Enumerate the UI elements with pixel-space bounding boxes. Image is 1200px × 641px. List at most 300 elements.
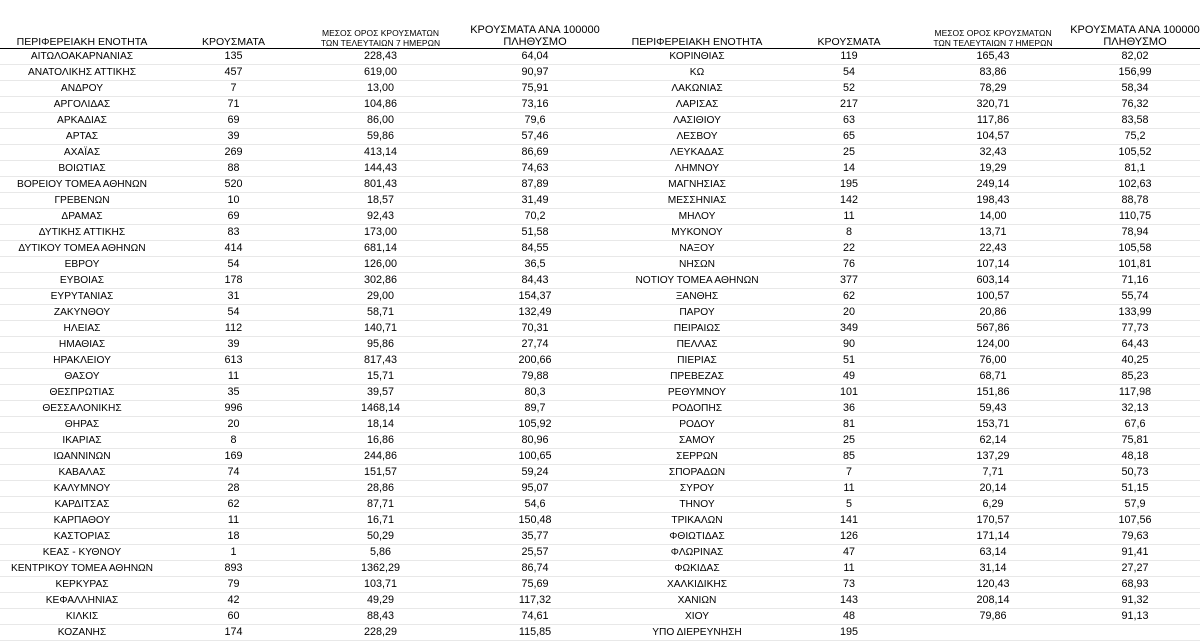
table-row (612, 448, 1200, 464)
cell-7day-average: 681,14 (303, 240, 458, 256)
cell-7day-average: 16,71 (303, 512, 458, 528)
cell-region: ΦΘΙΩΤΙΔΑΣ (612, 528, 782, 544)
cell-cases-per-100k: 89,7 (458, 400, 612, 416)
table-row (612, 544, 1200, 560)
cell-region: ΖΑΚΥΝΘΟΥ (0, 304, 164, 320)
cell-7day-average: 13,71 (916, 224, 1070, 240)
cases-table-left (0, 22, 612, 641)
cell-region: ΔΡΑΜΑΣ (0, 208, 164, 224)
cell-7day-average: 413,14 (303, 144, 458, 160)
table-row (0, 336, 612, 352)
cell-region: ΚΟΡΙΝΘΙΑΣ (612, 48, 782, 64)
cell-cases: 42 (164, 592, 303, 608)
table-row (612, 576, 1200, 592)
table-row (612, 224, 1200, 240)
cell-region: ΛΑΡΙΣΑΣ (612, 96, 782, 112)
table-row (0, 80, 612, 96)
cell-region: ΝΟΤΙΟΥ ΤΟΜΕΑ ΑΘΗΝΩΝ (612, 272, 782, 288)
table-row (612, 416, 1200, 432)
cell-cases: 73 (782, 576, 916, 592)
cell-cases: 47 (782, 544, 916, 560)
cell-region: ΛΑΣΙΘΙΟΥ (612, 112, 782, 128)
table-row (0, 608, 612, 624)
cell-cases-per-100k: 48,18 (1070, 448, 1200, 464)
table-row (0, 480, 612, 496)
cell-region: ΚΕΡΚΥΡΑΣ (0, 576, 164, 592)
cell-cases-per-100k: 110,75 (1070, 208, 1200, 224)
cell-7day-average: 28,86 (303, 480, 458, 496)
table-row (612, 112, 1200, 128)
table-row (612, 160, 1200, 176)
cell-region: ΚΑΛΥΜΝΟΥ (0, 480, 164, 496)
cell-cases-per-100k: 51,58 (458, 224, 612, 240)
cell-cases: 22 (782, 240, 916, 256)
cell-7day-average: 817,43 (303, 352, 458, 368)
table-row (0, 448, 612, 464)
cell-cases-per-100k: 156,99 (1070, 64, 1200, 80)
cell-region: ΑΙΤΩΛΟΑΚΑΡΝΑΝΙΑΣ (0, 48, 164, 64)
cell-7day-average: 20,14 (916, 480, 1070, 496)
cell-cases: 5 (782, 496, 916, 512)
cell-region: ΜΕΣΣΗΝΙΑΣ (612, 192, 782, 208)
cell-7day-average: 144,43 (303, 160, 458, 176)
cell-7day-average: 117,86 (916, 112, 1070, 128)
cell-7day-average: 198,43 (916, 192, 1070, 208)
cell-cases-per-100k: 91,13 (1070, 608, 1200, 624)
table-row (612, 288, 1200, 304)
cell-cases-per-100k: 70,31 (458, 320, 612, 336)
cell-cases-per-100k: 87,89 (458, 176, 612, 192)
cell-region: ΦΛΩΡΙΝΑΣ (612, 544, 782, 560)
cell-cases: 269 (164, 144, 303, 160)
cell-cases-per-100k: 80,3 (458, 384, 612, 400)
cell-7day-average: 16,86 (303, 432, 458, 448)
cell-region: ΑΡΚΑΔΙΑΣ (0, 112, 164, 128)
cell-cases-per-100k: 64,04 (458, 48, 612, 64)
cell-cases-per-100k: 77,73 (1070, 320, 1200, 336)
cell-cases: 169 (164, 448, 303, 464)
cell-7day-average: 87,71 (303, 496, 458, 512)
cell-cases: 65 (782, 128, 916, 144)
table-row (0, 208, 612, 224)
cell-region: ΗΡΑΚΛΕΙΟΥ (0, 352, 164, 368)
cell-cases-per-100k: 75,69 (458, 576, 612, 592)
table-row (612, 256, 1200, 272)
cell-cases: 11 (782, 480, 916, 496)
cell-region: ΜΑΓΝΗΣΙΑΣ (612, 176, 782, 192)
cell-cases: 52 (782, 80, 916, 96)
cell-cases: 39 (164, 128, 303, 144)
cell-cases: 54 (782, 64, 916, 80)
cell-region: ΚΑΡΠΑΘΟΥ (0, 512, 164, 528)
cell-cases-per-100k: 105,52 (1070, 144, 1200, 160)
table-row (0, 288, 612, 304)
cell-region: ΙΚΑΡΙΑΣ (0, 432, 164, 448)
cell-cases-per-100k: 25,57 (458, 544, 612, 560)
cell-cases: 20 (164, 416, 303, 432)
cell-cases: 195 (782, 624, 916, 640)
cell-cases: 195 (782, 176, 916, 192)
table-row (612, 352, 1200, 368)
cell-cases: 14 (782, 160, 916, 176)
cell-region: ΓΡΕΒΕΝΩΝ (0, 192, 164, 208)
cell-region: ΦΩΚΙΔΑΣ (612, 560, 782, 576)
cell-region: ΘΕΣΠΡΩΤΙΑΣ (0, 384, 164, 400)
cell-7day-average: 15,71 (303, 368, 458, 384)
cell-cases: 90 (782, 336, 916, 352)
cell-cases-per-100k: 27,27 (1070, 560, 1200, 576)
cell-cases: 36 (782, 400, 916, 416)
table-row (0, 512, 612, 528)
cell-7day-average: 120,43 (916, 576, 1070, 592)
cell-region: ΑΝΑΤΟΛΙΚΗΣ ΑΤΤΙΚΗΣ (0, 64, 164, 80)
cell-7day-average: 171,14 (916, 528, 1070, 544)
cell-cases: 457 (164, 64, 303, 80)
cell-cases-per-100k: 75,81 (1070, 432, 1200, 448)
cell-cases: 18 (164, 528, 303, 544)
cell-region: ΤΡΙΚΑΛΩΝ (612, 512, 782, 528)
cell-cases: 142 (782, 192, 916, 208)
cell-cases: 217 (782, 96, 916, 112)
header-per-line1: ΚΡΟΥΣΜΑΤΑ ΑΝΑ 100000 (470, 23, 600, 36)
header-region: ΠΕΡΙΦΕΡΕΙΑΚΗ ΕΝΟΤΗΤΑ (0, 22, 164, 48)
cell-region: ΚΕΦΑΛΛΗΝΙΑΣ (0, 592, 164, 608)
cell-cases-per-100k: 85,23 (1070, 368, 1200, 384)
cell-cases: 69 (164, 112, 303, 128)
cell-cases-per-100k: 83,58 (1070, 112, 1200, 128)
cell-region: ΕΒΡΟΥ (0, 256, 164, 272)
cell-cases: 414 (164, 240, 303, 256)
cell-cases: 31 (164, 288, 303, 304)
cell-region: ΙΩΑΝΝΙΝΩΝ (0, 448, 164, 464)
cell-cases: 101 (782, 384, 916, 400)
cell-cases-per-100k: 105,92 (458, 416, 612, 432)
cell-7day-average: 79,86 (916, 608, 1070, 624)
cases-table-right (612, 22, 1200, 641)
cell-cases-per-100k: 68,93 (1070, 576, 1200, 592)
cell-cases: 178 (164, 272, 303, 288)
cell-cases: 60 (164, 608, 303, 624)
cell-cases-per-100k: 86,74 (458, 560, 612, 576)
cell-7day-average: 302,86 (303, 272, 458, 288)
table-row (0, 128, 612, 144)
cell-region: ΚΕΝΤΡΙΚΟΥ ΤΟΜΕΑ ΑΘΗΝΩΝ (0, 560, 164, 576)
cell-region: ΧΑΝΙΩΝ (612, 592, 782, 608)
cell-cases-per-100k: 57,46 (458, 128, 612, 144)
cell-7day-average: 140,71 (303, 320, 458, 336)
table-row (612, 400, 1200, 416)
table-row (0, 192, 612, 208)
table-row (612, 272, 1200, 288)
cell-region: ΠΡΕΒΕΖΑΣ (612, 368, 782, 384)
cell-cases: 25 (782, 432, 916, 448)
cell-cases-per-100k: 76,32 (1070, 96, 1200, 112)
table-row (0, 432, 612, 448)
table-row (612, 608, 1200, 624)
table-row (0, 112, 612, 128)
table-row (0, 144, 612, 160)
table-row (0, 272, 612, 288)
cell-region: ΛΑΚΩΝΙΑΣ (612, 80, 782, 96)
table-row (0, 400, 612, 416)
cell-cases-per-100k: 67,6 (1070, 416, 1200, 432)
cell-cases-per-100k: 59,24 (458, 464, 612, 480)
cell-cases-per-100k: 32,13 (1070, 400, 1200, 416)
table-row (612, 80, 1200, 96)
cell-cases-per-100k: 84,43 (458, 272, 612, 288)
cell-7day-average: 58,71 (303, 304, 458, 320)
cell-region: ΧΑΛΚΙΔΙΚΗΣ (612, 576, 782, 592)
cell-region: ΚΙΛΚΙΣ (0, 608, 164, 624)
cell-cases-per-100k: 100,65 (458, 448, 612, 464)
cell-7day-average: 1468,14 (303, 400, 458, 416)
cell-cases-per-100k: 91,32 (1070, 592, 1200, 608)
cell-7day-average: 31,14 (916, 560, 1070, 576)
cell-7day-average: 18,14 (303, 416, 458, 432)
table-row (0, 160, 612, 176)
table-row (0, 256, 612, 272)
cell-cases: 996 (164, 400, 303, 416)
cell-7day-average: 95,86 (303, 336, 458, 352)
table-row (0, 368, 612, 384)
cell-cases: 7 (164, 80, 303, 96)
cell-cases: 20 (782, 304, 916, 320)
header-per-line2: ΠΛΗΘΥΣΜΟ (1103, 35, 1167, 48)
cell-region: ΗΛΕΙΑΣ (0, 320, 164, 336)
cell-cases-per-100k: 88,78 (1070, 192, 1200, 208)
cell-cases-per-100k: 50,73 (1070, 464, 1200, 480)
cell-7day-average: 88,43 (303, 608, 458, 624)
cell-7day-average: 103,71 (303, 576, 458, 592)
cell-cases-per-100k: 75,2 (1070, 128, 1200, 144)
cell-cases-per-100k: 40,25 (1070, 352, 1200, 368)
cell-7day-average: 86,00 (303, 112, 458, 128)
cell-cases-per-100k: 54,6 (458, 496, 612, 512)
cell-cases-per-100k: 74,63 (458, 160, 612, 176)
cell-region: ΛΕΥΚΑΔΑΣ (612, 144, 782, 160)
cell-region: ΤΗΝΟΥ (612, 496, 782, 512)
cell-cases-per-100k: 154,37 (458, 288, 612, 304)
header-avg-line1: ΜΕΣΟΣ ΟΡΟΣ ΚΡΟΥΣΜΑΤΩΝ (934, 27, 1052, 38)
cell-cases-per-100k: 27,74 (458, 336, 612, 352)
cell-cases-per-100k: 36,5 (458, 256, 612, 272)
table-row (612, 48, 1200, 64)
cell-7day-average: 32,43 (916, 144, 1070, 160)
cell-7day-average: 19,29 (916, 160, 1070, 176)
cell-7day-average: 63,14 (916, 544, 1070, 560)
cell-cases: 126 (782, 528, 916, 544)
cell-cases-per-100k: 95,07 (458, 480, 612, 496)
table-body-left (0, 48, 612, 640)
cell-7day-average: 22,43 (916, 240, 1070, 256)
cell-7day-average: 320,71 (916, 96, 1070, 112)
cell-region: ΜΥΚΟΝΟΥ (612, 224, 782, 240)
table-row (0, 416, 612, 432)
cell-7day-average: 153,71 (916, 416, 1070, 432)
cell-cases-per-100k: 86,69 (458, 144, 612, 160)
table-row (0, 592, 612, 608)
table-row (0, 96, 612, 112)
cell-region: ΕΥΡΥΤΑΝΙΑΣ (0, 288, 164, 304)
table-row (0, 528, 612, 544)
header-avg-line2: ΤΩΝ ΤΕΛΕΥΤΑΙΩΝ 7 ΗΜΕΡΩΝ (933, 37, 1053, 48)
cell-region: ΚΩ (612, 64, 782, 80)
table-row (612, 560, 1200, 576)
cell-cases-per-100k: 70,2 (458, 208, 612, 224)
header-cases: ΚΡΟΥΣΜΑΤΑ (164, 22, 303, 48)
cell-cases-per-100k: 84,55 (458, 240, 612, 256)
table-row (0, 560, 612, 576)
cell-7day-average: 76,00 (916, 352, 1070, 368)
cell-region: ΡΟΔΟΥ (612, 416, 782, 432)
cell-region: ΕΥΒΟΙΑΣ (0, 272, 164, 288)
cell-cases-per-100k: 31,49 (458, 192, 612, 208)
cell-cases: 7 (782, 464, 916, 480)
cell-cases: 11 (782, 560, 916, 576)
table-row (612, 176, 1200, 192)
cell-region: ΧΙΟΥ (612, 608, 782, 624)
cell-cases: 613 (164, 352, 303, 368)
cell-region: ΞΑΝΘΗΣ (612, 288, 782, 304)
cell-cases-per-100k: 80,96 (458, 432, 612, 448)
table-row (0, 384, 612, 400)
cell-cases: 10 (164, 192, 303, 208)
table-row (612, 304, 1200, 320)
cell-7day-average: 249,14 (916, 176, 1070, 192)
cell-7day-average (916, 624, 1070, 640)
cell-7day-average: 13,00 (303, 80, 458, 96)
table-row (612, 496, 1200, 512)
cell-cases-per-100k: 57,9 (1070, 496, 1200, 512)
cell-cases: 79 (164, 576, 303, 592)
cell-cases-per-100k: 79,88 (458, 368, 612, 384)
cell-region: ΛΗΜΝΟΥ (612, 160, 782, 176)
table-row (0, 320, 612, 336)
cell-region: ΠΕΛΛΑΣ (612, 336, 782, 352)
table-row (612, 240, 1200, 256)
table-row (0, 464, 612, 480)
cell-cases: 112 (164, 320, 303, 336)
cell-region: ΣΥΡΟΥ (612, 480, 782, 496)
cell-7day-average: 5,86 (303, 544, 458, 560)
table-row (612, 592, 1200, 608)
cell-cases: 62 (164, 496, 303, 512)
cell-7day-average: 567,86 (916, 320, 1070, 336)
table-row (612, 384, 1200, 400)
cell-cases-per-100k: 55,74 (1070, 288, 1200, 304)
cell-7day-average: 151,86 (916, 384, 1070, 400)
cell-cases: 8 (782, 224, 916, 240)
table-row (612, 368, 1200, 384)
table-row (612, 480, 1200, 496)
cell-cases-per-100k: 132,49 (458, 304, 612, 320)
cell-region: ΒΟΡΕΙΟΥ ΤΟΜΕΑ ΑΘΗΝΩΝ (0, 176, 164, 192)
table-row (0, 624, 612, 640)
table-row (0, 48, 612, 64)
table-row (612, 64, 1200, 80)
header-cases-per-100k (458, 22, 612, 48)
cell-7day-average: 92,43 (303, 208, 458, 224)
cell-cases-per-100k: 79,6 (458, 112, 612, 128)
cell-region: ΔΥΤΙΚΟΥ ΤΟΜΕΑ ΑΘΗΝΩΝ (0, 240, 164, 256)
table-row (0, 304, 612, 320)
cell-cases: 63 (782, 112, 916, 128)
table-row (0, 224, 612, 240)
cell-7day-average: 20,86 (916, 304, 1070, 320)
cell-7day-average: 59,86 (303, 128, 458, 144)
cell-cases-per-100k: 73,16 (458, 96, 612, 112)
cell-region: ΘΑΣΟΥ (0, 368, 164, 384)
cell-cases-per-100k: 90,97 (458, 64, 612, 80)
table-row (612, 320, 1200, 336)
cell-cases: 520 (164, 176, 303, 192)
table-row (612, 528, 1200, 544)
cell-region: ΑΧΑΪΑΣ (0, 144, 164, 160)
cell-region: ΛΕΣΒΟΥ (612, 128, 782, 144)
table-row (612, 96, 1200, 112)
table-row (0, 64, 612, 80)
cell-cases: 83 (164, 224, 303, 240)
cell-cases: 135 (164, 48, 303, 64)
cell-cases: 48 (782, 608, 916, 624)
cell-7day-average: 619,00 (303, 64, 458, 80)
cell-cases-per-100k: 75,91 (458, 80, 612, 96)
table-row (612, 192, 1200, 208)
cell-cases: 35 (164, 384, 303, 400)
cell-7day-average: 14,00 (916, 208, 1070, 224)
cell-region: ΘΕΣΣΑΛΟΝΙΚΗΣ (0, 400, 164, 416)
cell-cases: 51 (782, 352, 916, 368)
cell-cases-per-100k: 133,99 (1070, 304, 1200, 320)
cell-7day-average: 228,43 (303, 48, 458, 64)
cell-region: ΝΗΣΩΝ (612, 256, 782, 272)
cell-7day-average: 126,00 (303, 256, 458, 272)
cell-region: ΚΑΣΤΟΡΙΑΣ (0, 528, 164, 544)
cell-7day-average: 59,43 (916, 400, 1070, 416)
cell-7day-average: 104,57 (916, 128, 1070, 144)
table-row (0, 576, 612, 592)
table-body-right (612, 48, 1200, 640)
cell-region: ΣΕΡΡΩΝ (612, 448, 782, 464)
cell-cases: 54 (164, 304, 303, 320)
cell-cases-per-100k: 91,41 (1070, 544, 1200, 560)
cell-cases-per-100k: 64,43 (1070, 336, 1200, 352)
cell-7day-average: 78,29 (916, 80, 1070, 96)
cell-region: ΠΕΙΡΑΙΩΣ (612, 320, 782, 336)
cell-7day-average: 801,43 (303, 176, 458, 192)
cell-region: ΑΡΓΟΛΙΔΑΣ (0, 96, 164, 112)
cell-region: ΣΑΜΟΥ (612, 432, 782, 448)
table-row (0, 176, 612, 192)
cell-7day-average: 68,71 (916, 368, 1070, 384)
cell-7day-average: 100,57 (916, 288, 1070, 304)
cell-cases: 174 (164, 624, 303, 640)
cell-cases: 28 (164, 480, 303, 496)
cell-cases-per-100k: 200,66 (458, 352, 612, 368)
cell-cases: 8 (164, 432, 303, 448)
cell-cases-per-100k: 102,63 (1070, 176, 1200, 192)
header-region: ΠΕΡΙΦΕΡΕΙΑΚΗ ΕΝΟΤΗΤΑ (612, 22, 782, 48)
header-per-line2: ΠΛΗΘΥΣΜΟ (503, 35, 567, 48)
cell-cases: 85 (782, 448, 916, 464)
cell-region: ΒΟΙΩΤΙΑΣ (0, 160, 164, 176)
cell-region: ΑΡΤΑΣ (0, 128, 164, 144)
cell-region: ΚΑΡΔΙΤΣΑΣ (0, 496, 164, 512)
cell-cases: 88 (164, 160, 303, 176)
cell-cases-per-100k: 51,15 (1070, 480, 1200, 496)
table-row (0, 544, 612, 560)
cell-7day-average: 603,14 (916, 272, 1070, 288)
